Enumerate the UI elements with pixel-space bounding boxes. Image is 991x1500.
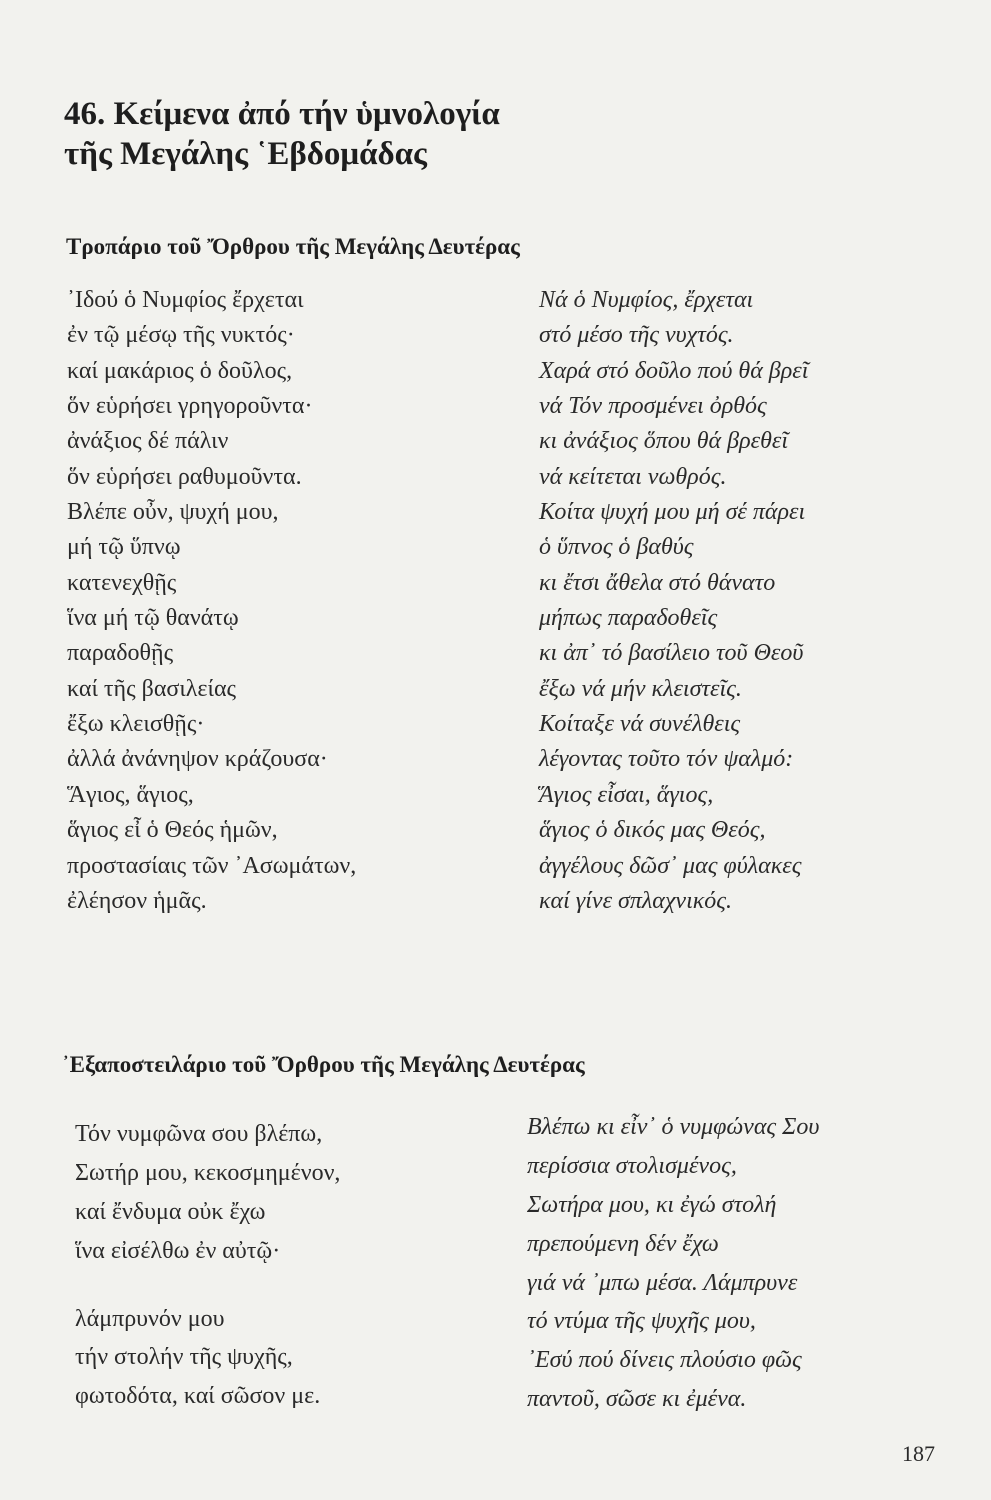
verse-line: προστασίαις τῶν ᾿Ασωμάτων, — [67, 852, 357, 879]
verse-line: ἔξω κλεισθῇς· — [67, 711, 205, 738]
section-2-translation-text — [527, 1108, 819, 1419]
verse-line: γιά νά ᾿μπω μέσα. Λάμπρυνε — [527, 1269, 798, 1296]
page-title — [64, 94, 684, 174]
verse-line: ᾿Εσύ πού δίνεις πλούσιο φῶς — [527, 1347, 802, 1374]
verse-line: Νά ὁ Νυμφίος, ἔρχεται — [539, 287, 754, 313]
title-line-1: 46. Κείμενα ἀπό τήν ὑμνολογία — [64, 96, 500, 132]
verse-line: ᾿Ιδού ὁ Νυμφίος ἔρχεται — [67, 287, 304, 313]
verse-line: ἵνα εἰσέλθω ἐν αὐτῷ· — [75, 1237, 281, 1264]
verse-line: καί τῆς βασιλείας — [67, 675, 237, 702]
verse-line: λέγοντας τοῦτο τόν ψαλμό: — [539, 746, 794, 773]
verse-line: Κοίτα ψυχή μου μή σέ πάρει — [539, 499, 806, 526]
verse-line: ἀγγέλους δῶσ᾿ μας φύλακες — [539, 852, 802, 879]
section-2-heading: ᾿Εξαποστειλάριο τοῦ Ὄρθρου τῆς Μεγάλης Δευτέρας — [62, 1052, 585, 1077]
verse-line: φωτοδότα, καί σῶσον με. — [75, 1383, 321, 1410]
verse-line: ὅν εὑρήσει γρηγοροῦντα· — [67, 393, 313, 420]
verse-line: κατενεχθῇς — [67, 569, 177, 596]
verse-line: ἅγιος ὁ δικός μας Θεός, — [539, 817, 766, 844]
verse-line: λάμπρυνόν μου — [75, 1305, 225, 1332]
verse-line: ὅν εὑρήσει ραθυμοῦντα. — [67, 463, 302, 490]
verse-line: καί γίνε σπλαχνικός. — [539, 887, 733, 914]
verse-line: πρεπούμενη δέν ἔχω — [527, 1230, 719, 1257]
verse-line: ἅγιος εἶ ὁ Θεός ἡμῶν, — [67, 817, 278, 844]
section-2-original-text — [75, 1115, 340, 1416]
verse-line: μήπως παραδοθεῖς — [539, 605, 718, 632]
verse-line: Βλέπω κι εἶν᾿ ὁ νυμφώνας Σου — [527, 1114, 820, 1140]
verse-line: νά κείτεται νωθρός. — [539, 463, 727, 490]
verse-line: Ἅγιος εἶσαι, ἅγιος, — [539, 781, 714, 808]
verse-line: Σωτήρα μου, κι ἐγώ στολή — [527, 1191, 777, 1218]
verse-line: νά Τόν προσμένει ὀρθός — [539, 393, 767, 420]
verse-line: κι ἀπ᾿ τό βασίλειο τοῦ Θεοῦ — [539, 640, 804, 667]
verse-line: Τόν νυμφῶνα σου βλέπω, — [75, 1121, 323, 1147]
verse-line: Σωτήρ μου, κεκοσμημένον, — [75, 1159, 341, 1186]
section-1-original-text — [67, 283, 356, 919]
page-number: 187 — [902, 1441, 935, 1466]
verse-line: καί ἔνδυμα οὐκ ἔχω — [75, 1198, 266, 1225]
verse-line: περίσσια στολισμένος, — [527, 1152, 737, 1179]
verse-line: καί μακάριος ὁ δοῦλος, — [67, 357, 293, 384]
title-line-2: τῆς Μεγάλης ῾Εβδομάδας — [64, 136, 427, 172]
verse-line: ἐν τῷ μέσῳ τῆς νυκτός· — [67, 322, 295, 349]
verse-line: κι ἀνάξιος ὅπου θά βρεθεῖ — [539, 428, 788, 455]
verse-line: παντοῦ, σῶσε κι ἐμένα. — [527, 1386, 747, 1413]
section-1-heading: Τροπάριο τοῦ Ὄρθρου τῆς Μεγάλης Δευτέρας — [66, 234, 520, 259]
verse-line: ἀνάξιος δέ πάλιν — [67, 428, 229, 455]
verse-line: ἐλέησον ἡμᾶς. — [67, 887, 207, 914]
verse-line: στό μέσο τῆς νυχτός. — [539, 322, 734, 349]
verse-line: κι ἔτσι ἄθελα στό θάνατο — [539, 569, 776, 596]
verse-line: Ἅγιος, ἅγιος, — [67, 781, 194, 808]
stanza-gap — [75, 1271, 340, 1300]
verse-line: Κοίταξε νά συνέλθεις — [539, 711, 741, 738]
verse-line: ἀλλά ἀνάνηψον κράζουσα· — [67, 746, 328, 773]
verse-line: τό ντύμα τῆς ψυχῆς μου, — [527, 1308, 756, 1335]
verse-line: Χαρά στό δοῦλο πού θά βρεῖ — [539, 357, 809, 384]
verse-line: τήν στολήν τῆς ψυχῆς, — [75, 1344, 293, 1371]
section-1-translation-text — [539, 283, 808, 919]
verse-line: ἵνα μή τῷ θανάτῳ — [67, 605, 239, 632]
verse-line: ἔξω νά μήν κλειστεῖς. — [539, 675, 742, 702]
verse-line: παραδοθῇς — [67, 640, 174, 667]
verse-line: ὁ ὕπνος ὁ βαθύς — [539, 534, 694, 561]
verse-line: Βλέπε οὖν, ψυχή μου, — [67, 499, 279, 526]
verse-line: μή τῷ ὕπνῳ — [67, 534, 181, 561]
